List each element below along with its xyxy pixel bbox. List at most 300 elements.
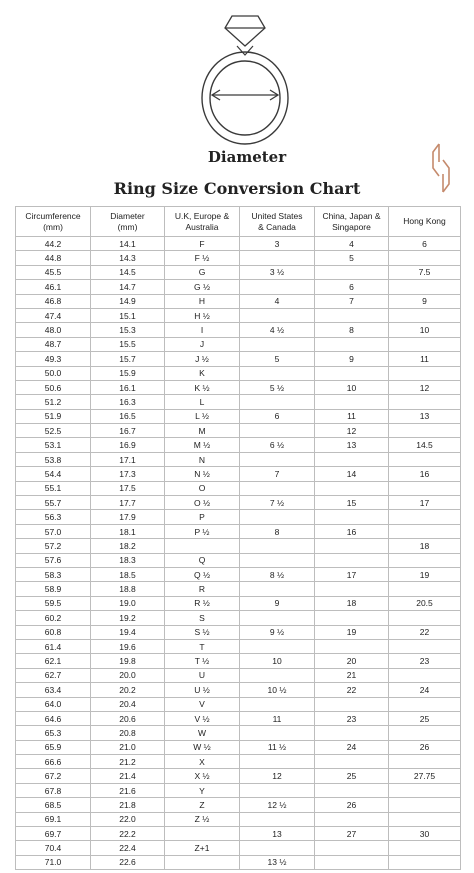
column-header-diameter: Diameter (mm) — [91, 207, 165, 237]
circumference-cell: 65.3 — [16, 726, 91, 740]
asia-size-cell — [315, 553, 389, 567]
circumference-cell: 57.6 — [16, 553, 91, 567]
uk-size-cell: M ½ — [165, 438, 240, 452]
circumference-cell: 60.2 — [16, 611, 91, 625]
us-size-cell — [240, 812, 315, 826]
column-header-china-japan-singapore: China, Japan & Singapore — [315, 207, 389, 237]
hk-size-cell: 19 — [389, 567, 461, 581]
diameter-cell: 16.5 — [91, 409, 165, 423]
diameter-cell: 21.8 — [91, 798, 165, 812]
circumference-cell: 58.3 — [16, 567, 91, 581]
table-row — [16, 740, 461, 754]
circumference-cell: 63.4 — [16, 683, 91, 697]
us-size-cell — [240, 424, 315, 438]
asia-size-cell — [315, 308, 389, 322]
table-row — [16, 812, 461, 826]
diameter-cell: 21.4 — [91, 769, 165, 783]
hk-size-cell: 14.5 — [389, 438, 461, 452]
uk-size-cell: G — [165, 265, 240, 279]
hk-size-cell — [389, 452, 461, 466]
hk-size-cell: 12 — [389, 380, 461, 394]
circumference-cell: 57.0 — [16, 524, 91, 538]
circumference-cell: 56.3 — [16, 510, 91, 524]
us-size-cell — [240, 841, 315, 855]
diameter-cell: 21.0 — [91, 740, 165, 754]
diameter-cell: 22.4 — [91, 841, 165, 855]
diameter-cell: 14.5 — [91, 265, 165, 279]
diameter-cell: 17.5 — [91, 481, 165, 495]
us-size-cell: 7 — [240, 467, 315, 481]
asia-size-cell: 24 — [315, 740, 389, 754]
circumference-cell: 48.0 — [16, 323, 91, 337]
circumference-cell: 70.4 — [16, 841, 91, 855]
table-row — [16, 769, 461, 783]
diameter-cell: 20.6 — [91, 711, 165, 725]
hk-size-cell — [389, 726, 461, 740]
hk-size-cell: 9 — [389, 294, 461, 308]
us-size-cell: 12 ½ — [240, 798, 315, 812]
uk-size-cell: T ½ — [165, 654, 240, 668]
table-row — [16, 539, 461, 553]
hk-size-cell: 23 — [389, 654, 461, 668]
diameter-cell: 15.7 — [91, 352, 165, 366]
circumference-cell: 52.5 — [16, 424, 91, 438]
hk-size-cell — [389, 611, 461, 625]
us-size-cell: 4 ½ — [240, 323, 315, 337]
us-size-cell — [240, 366, 315, 380]
circumference-cell: 51.9 — [16, 409, 91, 423]
circumference-cell: 69.7 — [16, 827, 91, 841]
asia-size-cell — [315, 855, 389, 869]
asia-size-cell: 19 — [315, 625, 389, 639]
uk-size-cell: S ½ — [165, 625, 240, 639]
circumference-cell: 50.6 — [16, 380, 91, 394]
uk-size-cell: S — [165, 611, 240, 625]
table-row — [16, 855, 461, 869]
hk-size-cell: 16 — [389, 467, 461, 481]
circumference-cell: 46.8 — [16, 294, 91, 308]
diameter-cell: 18.5 — [91, 567, 165, 581]
table-row — [16, 395, 461, 409]
diameter-cell: 20.0 — [91, 668, 165, 682]
asia-size-cell — [315, 812, 389, 826]
asia-size-cell: 21 — [315, 668, 389, 682]
uk-size-cell: U ½ — [165, 683, 240, 697]
uk-size-cell: Q ½ — [165, 567, 240, 581]
diameter-cell: 14.9 — [91, 294, 165, 308]
us-size-cell — [240, 337, 315, 351]
asia-size-cell: 27 — [315, 827, 389, 841]
asia-size-cell: 7 — [315, 294, 389, 308]
us-size-cell — [240, 452, 315, 466]
us-size-cell — [240, 697, 315, 711]
diameter-cell: 14.3 — [91, 251, 165, 265]
table-row — [16, 438, 461, 452]
us-size-cell — [240, 308, 315, 322]
uk-size-cell: W — [165, 726, 240, 740]
circumference-cell: 62.7 — [16, 668, 91, 682]
circumference-cell: 65.9 — [16, 740, 91, 754]
us-size-cell — [240, 395, 315, 409]
us-size-cell — [240, 639, 315, 653]
circumference-cell: 50.0 — [16, 366, 91, 380]
table-row — [16, 237, 461, 251]
asia-size-cell — [315, 395, 389, 409]
hk-size-cell: 30 — [389, 827, 461, 841]
us-size-cell — [240, 783, 315, 797]
ring-size-table — [15, 206, 461, 870]
us-size-cell — [240, 726, 315, 740]
asia-size-cell — [315, 452, 389, 466]
hk-size-cell — [389, 280, 461, 294]
hk-size-cell: 17 — [389, 496, 461, 510]
us-size-cell: 3 ½ — [240, 265, 315, 279]
circumference-cell: 46.1 — [16, 280, 91, 294]
table-row — [16, 481, 461, 495]
table-row — [16, 452, 461, 466]
hk-size-cell — [389, 855, 461, 869]
uk-size-cell: W ½ — [165, 740, 240, 754]
table-row — [16, 424, 461, 438]
us-size-cell — [240, 668, 315, 682]
asia-size-cell — [315, 481, 389, 495]
table-row — [16, 308, 461, 322]
hk-size-cell — [389, 783, 461, 797]
us-size-cell: 6 — [240, 409, 315, 423]
hk-size-cell — [389, 639, 461, 653]
hk-size-cell: 7.5 — [389, 265, 461, 279]
uk-size-cell: X — [165, 755, 240, 769]
diameter-cell: 16.1 — [91, 380, 165, 394]
asia-size-cell: 18 — [315, 596, 389, 610]
uk-size-cell: O ½ — [165, 496, 240, 510]
uk-size-cell: F — [165, 237, 240, 251]
uk-size-cell: P — [165, 510, 240, 524]
us-size-cell: 6 ½ — [240, 438, 315, 452]
circumference-cell: 55.7 — [16, 496, 91, 510]
asia-size-cell: 6 — [315, 280, 389, 294]
uk-size-cell: G ½ — [165, 280, 240, 294]
hk-size-cell — [389, 668, 461, 682]
table-row — [16, 380, 461, 394]
ring-diameter-icon — [195, 8, 295, 158]
us-size-cell: 11 — [240, 711, 315, 725]
us-size-cell: 5 ½ — [240, 380, 315, 394]
hk-size-cell — [389, 424, 461, 438]
diameter-cell: 20.4 — [91, 697, 165, 711]
diameter-cell: 16.3 — [91, 395, 165, 409]
asia-size-cell: 26 — [315, 798, 389, 812]
circumference-cell: 48.7 — [16, 337, 91, 351]
hk-size-cell — [389, 582, 461, 596]
table-row — [16, 798, 461, 812]
diameter-cell: 21.2 — [91, 755, 165, 769]
diameter-cell: 17.1 — [91, 452, 165, 466]
circumference-cell: 61.4 — [16, 639, 91, 653]
hk-size-cell — [389, 812, 461, 826]
asia-size-cell — [315, 265, 389, 279]
table-row — [16, 625, 461, 639]
uk-size-cell: V — [165, 697, 240, 711]
table-row — [16, 280, 461, 294]
table-row — [16, 827, 461, 841]
hk-size-cell — [389, 697, 461, 711]
us-size-cell — [240, 539, 315, 553]
hk-size-cell — [389, 524, 461, 538]
table-row — [16, 596, 461, 610]
uk-size-cell: Z — [165, 798, 240, 812]
circumference-cell: 62.1 — [16, 654, 91, 668]
us-size-cell: 10 — [240, 654, 315, 668]
circumference-cell: 67.8 — [16, 783, 91, 797]
table-row — [16, 366, 461, 380]
uk-size-cell: K ½ — [165, 380, 240, 394]
table-row — [16, 409, 461, 423]
table-row — [16, 510, 461, 524]
column-header-us-canada: United States & Canada — [240, 207, 315, 237]
uk-size-cell: J ½ — [165, 352, 240, 366]
circumference-cell: 64.6 — [16, 711, 91, 725]
us-size-cell: 3 — [240, 237, 315, 251]
hk-size-cell — [389, 481, 461, 495]
table-row — [16, 639, 461, 653]
circumference-cell: 44.2 — [16, 237, 91, 251]
diameter-cell: 15.9 — [91, 366, 165, 380]
us-size-cell — [240, 755, 315, 769]
table-row — [16, 668, 461, 682]
table-row — [16, 783, 461, 797]
asia-size-cell: 9 — [315, 352, 389, 366]
hk-size-cell: 13 — [389, 409, 461, 423]
circumference-cell: 67.2 — [16, 769, 91, 783]
circumference-cell: 71.0 — [16, 855, 91, 869]
us-size-cell: 5 — [240, 352, 315, 366]
circumference-cell: 58.9 — [16, 582, 91, 596]
circumference-cell: 53.1 — [16, 438, 91, 452]
us-size-cell — [240, 280, 315, 294]
circumference-cell: 69.1 — [16, 812, 91, 826]
diameter-cell: 18.3 — [91, 553, 165, 567]
table-row — [16, 337, 461, 351]
circumference-cell: 44.8 — [16, 251, 91, 265]
asia-size-cell: 17 — [315, 567, 389, 581]
diameter-cell: 17.7 — [91, 496, 165, 510]
us-size-cell: 9 — [240, 596, 315, 610]
us-size-cell — [240, 251, 315, 265]
uk-size-cell: F ½ — [165, 251, 240, 265]
asia-size-cell — [315, 783, 389, 797]
uk-size-cell — [165, 827, 240, 841]
page-title: Ring Size Conversion Chart — [113, 179, 361, 198]
us-size-cell — [240, 553, 315, 567]
us-size-cell — [240, 481, 315, 495]
diameter-cell: 22.0 — [91, 812, 165, 826]
us-size-cell: 13 ½ — [240, 855, 315, 869]
table-row — [16, 755, 461, 769]
table-row — [16, 611, 461, 625]
table-row — [16, 323, 461, 337]
asia-size-cell — [315, 539, 389, 553]
us-size-cell: 8 — [240, 524, 315, 538]
hk-size-cell — [389, 755, 461, 769]
hk-size-cell: 27.75 — [389, 769, 461, 783]
diameter-cell: 21.6 — [91, 783, 165, 797]
us-size-cell: 7 ½ — [240, 496, 315, 510]
diameter-cell: 14.1 — [91, 237, 165, 251]
diameter-cell: 16.9 — [91, 438, 165, 452]
table-row — [16, 841, 461, 855]
table-row — [16, 711, 461, 725]
column-header-circumference: Circumference (mm) — [16, 207, 91, 237]
us-size-cell: 13 — [240, 827, 315, 841]
uk-size-cell: L ½ — [165, 409, 240, 423]
hk-size-cell: 24 — [389, 683, 461, 697]
circumference-cell: 60.8 — [16, 625, 91, 639]
us-size-cell — [240, 582, 315, 596]
asia-size-cell: 22 — [315, 683, 389, 697]
table-row — [16, 496, 461, 510]
uk-size-cell: U — [165, 668, 240, 682]
column-header-uk-europe-australia: U.K, Europe & Australia — [165, 207, 240, 237]
hk-size-cell — [389, 251, 461, 265]
diameter-cell: 15.3 — [91, 323, 165, 337]
diameter-heading: Diameter — [207, 148, 287, 166]
asia-size-cell: 4 — [315, 237, 389, 251]
uk-size-cell: X ½ — [165, 769, 240, 783]
asia-size-cell: 13 — [315, 438, 389, 452]
diameter-cell: 20.2 — [91, 683, 165, 697]
asia-size-cell: 5 — [315, 251, 389, 265]
hk-size-cell — [389, 395, 461, 409]
hk-size-cell: 6 — [389, 237, 461, 251]
table-row — [16, 352, 461, 366]
diameter-cell: 22.6 — [91, 855, 165, 869]
asia-size-cell — [315, 726, 389, 740]
uk-size-cell: H — [165, 294, 240, 308]
asia-size-cell — [315, 366, 389, 380]
diameter-cell: 19.0 — [91, 596, 165, 610]
asia-size-cell: 25 — [315, 769, 389, 783]
diameter-cell: 19.2 — [91, 611, 165, 625]
table-row — [16, 251, 461, 265]
uk-size-cell: R — [165, 582, 240, 596]
hk-size-cell: 10 — [389, 323, 461, 337]
uk-size-cell: Z+1 — [165, 841, 240, 855]
hk-size-cell — [389, 510, 461, 524]
asia-size-cell — [315, 510, 389, 524]
diameter-cell: 18.8 — [91, 582, 165, 596]
diameter-cell: 17.3 — [91, 467, 165, 481]
diameter-cell: 22.2 — [91, 827, 165, 841]
us-size-cell: 10 ½ — [240, 683, 315, 697]
table-row — [16, 683, 461, 697]
table-body — [16, 237, 461, 870]
us-size-cell: 11 ½ — [240, 740, 315, 754]
table-row — [16, 726, 461, 740]
table-row — [16, 524, 461, 538]
hk-size-cell: 11 — [389, 352, 461, 366]
asia-size-cell — [315, 611, 389, 625]
uk-size-cell: K — [165, 366, 240, 380]
circumference-cell: 45.5 — [16, 265, 91, 279]
uk-size-cell: Y — [165, 783, 240, 797]
uk-size-cell: Z ½ — [165, 812, 240, 826]
diameter-cell: 15.1 — [91, 308, 165, 322]
us-size-cell: 9 ½ — [240, 625, 315, 639]
uk-size-cell — [165, 855, 240, 869]
circumference-cell: 68.5 — [16, 798, 91, 812]
us-size-cell — [240, 510, 315, 524]
hk-size-cell: 22 — [389, 625, 461, 639]
us-size-cell: 4 — [240, 294, 315, 308]
us-size-cell: 8 ½ — [240, 567, 315, 581]
asia-size-cell — [315, 697, 389, 711]
uk-size-cell — [165, 539, 240, 553]
uk-size-cell: O — [165, 481, 240, 495]
hk-size-cell — [389, 798, 461, 812]
diameter-cell: 16.7 — [91, 424, 165, 438]
table-row — [16, 467, 461, 481]
diameter-cell: 20.8 — [91, 726, 165, 740]
diameter-cell: 18.2 — [91, 539, 165, 553]
asia-size-cell — [315, 582, 389, 596]
uk-size-cell: L — [165, 395, 240, 409]
hk-size-cell — [389, 337, 461, 351]
us-size-cell — [240, 611, 315, 625]
asia-size-cell: 23 — [315, 711, 389, 725]
circumference-cell: 51.2 — [16, 395, 91, 409]
asia-size-cell: 20 — [315, 654, 389, 668]
column-header-hong-kong: Hong Kong — [389, 207, 461, 237]
asia-size-cell: 12 — [315, 424, 389, 438]
circumference-cell: 66.6 — [16, 755, 91, 769]
asia-size-cell — [315, 755, 389, 769]
circumference-cell: 49.3 — [16, 352, 91, 366]
diameter-cell: 19.6 — [91, 639, 165, 653]
table-row — [16, 553, 461, 567]
table-row — [16, 294, 461, 308]
hk-size-cell — [389, 308, 461, 322]
uk-size-cell: M — [165, 424, 240, 438]
asia-size-cell: 10 — [315, 380, 389, 394]
asia-size-cell — [315, 639, 389, 653]
uk-size-cell: Q — [165, 553, 240, 567]
diameter-cell: 19.8 — [91, 654, 165, 668]
table-row — [16, 654, 461, 668]
uk-size-cell: I — [165, 323, 240, 337]
diameter-cell: 19.4 — [91, 625, 165, 639]
uk-size-cell: N — [165, 452, 240, 466]
hk-size-cell — [389, 553, 461, 567]
table-row — [16, 567, 461, 581]
table-header-row — [16, 207, 461, 237]
uk-size-cell: N ½ — [165, 467, 240, 481]
circumference-cell: 55.1 — [16, 481, 91, 495]
diameter-cell: 15.5 — [91, 337, 165, 351]
uk-size-cell: R ½ — [165, 596, 240, 610]
uk-size-cell: T — [165, 639, 240, 653]
table-row — [16, 265, 461, 279]
circumference-cell: 54.4 — [16, 467, 91, 481]
circumference-cell: 59.5 — [16, 596, 91, 610]
asia-size-cell: 11 — [315, 409, 389, 423]
circumference-cell: 64.0 — [16, 697, 91, 711]
hk-size-cell: 26 — [389, 740, 461, 754]
hk-size-cell: 18 — [389, 539, 461, 553]
asia-size-cell — [315, 337, 389, 351]
hk-size-cell — [389, 366, 461, 380]
table-row — [16, 582, 461, 596]
